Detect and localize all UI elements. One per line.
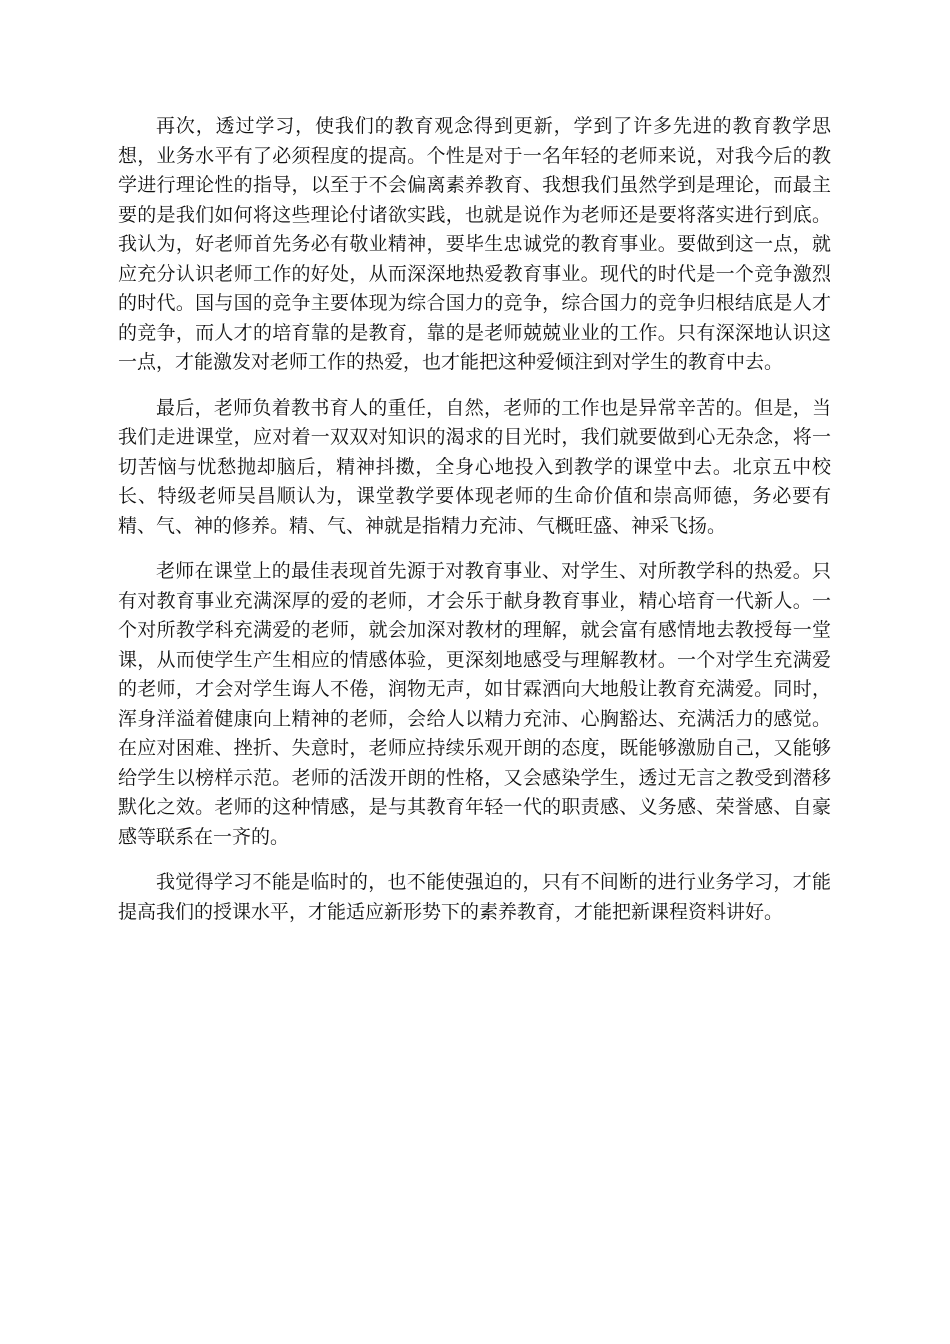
paragraph-2: 最后，老师负着教书育人的重任，自然，老师的工作也是异常辛苦的。但是，当我们走进课堂，应对着一双双对知识的渴求的目光时，我们就要做到心无杂念，将一切苦恼与忧愁抛却脑后，精神抖擞，全身心地投入到教学的课堂中去。北京五中校长、特级老师吴昌顺认为，课堂教学要体现老师的生命价值和崇高师德，务必要有精、气、神的修养。精、气、神就是指精力充沛、气概旺盛、神采飞扬。 (118, 396, 831, 537)
paragraph-1: 再次，透过学习，使我们的教育观念得到更新，学到了许多先进的教育教学思想，业务水平有了必须程度的提高。个性是对于一名年轻的老师来说，对我今后的教学进行理论性的指导，以至于不会偏离素养教育、我想我们虽然学到是理论，而最主要的是我们如何将这些理论付诸欲实践，也就是说作为老师还是要将落实进行到底。我认为，好老师首先务必有敬业精神，要毕生忠诚党的教育事业。要做到这一点，就应充分认识老师工作的好处，从而深深地热爱教育事业。现代的时代是一个竞争激烈的时代。国与国的竞争主要体现为综合国力的竞争，综合国力的竞争归根结底是人才的竞争，而人才的培育靠的是教育，靠的是老师兢兢业业的工作。只有深深地认识这一点，才能激发对老师工作的热爱，也才能把这种爱倾注到对学生的教育中去。 (118, 115, 831, 373)
paragraph-3: 老师在课堂上的最佳表现首先源于对教育事业、对学生、对所教学科的热爱。只有对教育事业充满深厚的爱的老师，才会乐于献身教育事业，精心培育一代新人。一个对所教学科充满爱的老师，就会加深对教材的理解，就会富有感情地去教授每一堂课，从而使学生产生相应的情感体验，更深刻地感受与理解教材。一个对学生充满爱的老师，才会对学生诲人不倦，润物无声，如甘霖洒向大地般让教育充满爱。同时，浑身洋溢着健康向上精神的老师，会给人以精力充沛、心胸豁达、充满活力的感觉。在应对困难、挫折、失意时，老师应持续乐观开朗的态度，既能够激励自己，又能够给学生以榜样示范。老师的活泼开朗的性格，又会感染学生，透过无言之教受到潜移默化之效。老师的这种情感，是与其教育年轻一代的职责感、义务感、荣誉感、自豪感等联系在一齐的。 (118, 560, 831, 848)
paragraph-4: 我觉得学习不能是临时的，也不能使强迫的，只有不间断的进行业务学习，才能提高我们的授课水平，才能适应新形势下的素养教育，才能把新课程资料讲好。 (118, 871, 831, 923)
document-page (118, 112, 831, 943)
